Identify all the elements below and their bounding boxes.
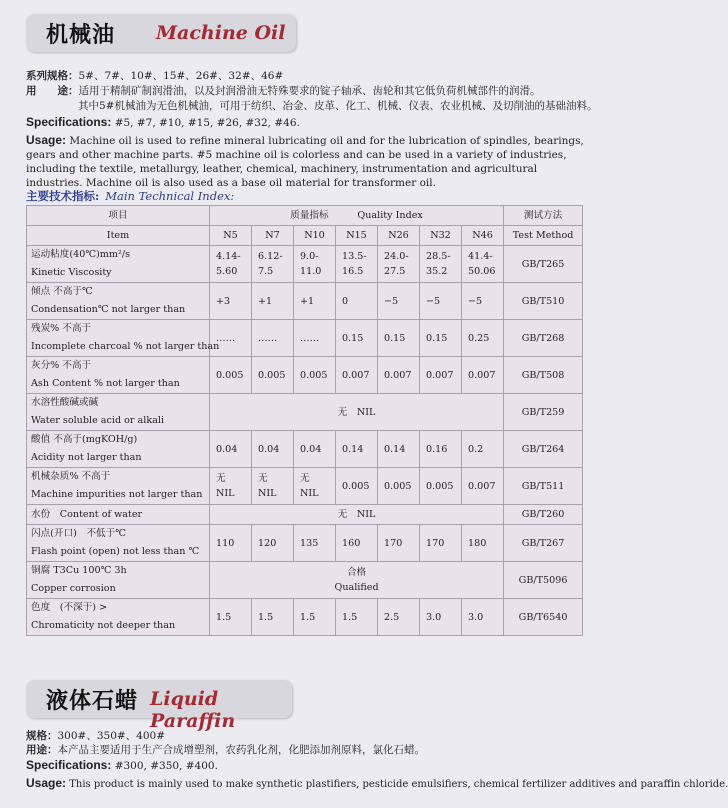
liquid-paraffin-spec: Specifications: #300, #350, #400. <box>26 758 218 772</box>
row-value: 28.5- 35.2 <box>420 246 462 283</box>
header-grade: N5 <box>210 226 252 246</box>
row-value-merged: 无 NIL <box>210 394 504 431</box>
liquid-paraffin-title-bar <box>26 680 292 732</box>
row-value: −5 <box>378 283 420 320</box>
row-value: 24.0- 27.5 <box>378 246 420 283</box>
row-value: 4.14- 5.60 <box>210 246 252 283</box>
row-value: −5 <box>462 283 504 320</box>
machine-oil-usage: Usage: Machine oil is used to refine mineral lubricating oil and for the lubrication of spindles, bearings, gears and other machine parts. #5 machine oil is colorless and can be used in a variety of industries, including the textile, metallurgy, leather, chemical, machinery, instrumentation and agricultural industries. Machine oil is also used as a base oil material for transformer oil. <box>26 133 584 189</box>
row-value: …… <box>294 320 336 357</box>
machine-oil-use-2: 其中5#机械油为无色机械油，可用于纺织、冶金、皮革、化工、机械、仪表、农业机械、及切削油的基础油料。 <box>78 100 598 112</box>
header-item-en: Item <box>27 226 210 246</box>
row-value: 0.007 <box>378 357 420 394</box>
row-value: −5 <box>420 283 462 320</box>
row-item-label: 倾点 不高于℃ Condensation℃ not larger than <box>27 283 210 320</box>
row-value: 135 <box>294 525 336 562</box>
row-value: 0.005 <box>252 357 294 394</box>
row-value: 0.15 <box>378 320 420 357</box>
row-item-label: 闪点(开口) 不低于℃ Flash point (open) not less than ℃ <box>27 525 210 562</box>
technical-index-table <box>26 205 583 636</box>
row-value: 1.5 <box>294 599 336 636</box>
table-row <box>27 431 583 468</box>
row-value: +1 <box>252 283 294 320</box>
table-row <box>27 357 583 394</box>
row-test-method: GB/T268 <box>504 320 583 357</box>
row-value: 无 NIL <box>294 468 336 505</box>
row-value: 1.5 <box>336 599 378 636</box>
row-test-method: GB/T6540 <box>504 599 583 636</box>
table-row <box>27 525 583 562</box>
table-row <box>27 394 583 431</box>
row-test-method: GB/T265 <box>504 246 583 283</box>
row-item-label: 水份 Content of water <box>27 505 210 525</box>
header-grade: N32 <box>420 226 462 246</box>
row-value: 0.007 <box>462 468 504 505</box>
table-row <box>27 246 583 283</box>
row-value: 0.005 <box>420 468 462 505</box>
header-quality-index: 质量指标 Quality Index <box>210 206 504 226</box>
row-value: 无 NIL <box>210 468 252 505</box>
row-value: 120 <box>252 525 294 562</box>
header-method-cn: 测试方法 <box>504 206 583 226</box>
header-item-cn: 项目 <box>27 206 210 226</box>
row-value: 0.007 <box>336 357 378 394</box>
header-grade: N15 <box>336 226 378 246</box>
machine-oil-use-1: 用 途：适用于精制矿制润滑油，以及封润滑油无特殊要求的锭子轴承、齿轮和其它低负荷机械部件的润滑。 <box>26 85 541 97</box>
row-value: 0.14 <box>336 431 378 468</box>
main-technical-index-title: 主要技术指标: Main Technical Index: <box>26 189 235 203</box>
header-method-en: Test Method <box>504 226 583 246</box>
machine-oil-title-cn: 机械油 <box>46 23 116 48</box>
row-value: 0.25 <box>462 320 504 357</box>
row-test-method: GB/T508 <box>504 357 583 394</box>
row-value: 0.15 <box>336 320 378 357</box>
row-test-method: GB/T264 <box>504 431 583 468</box>
row-value: 0.14 <box>378 431 420 468</box>
header-grade: N26 <box>378 226 420 246</box>
row-value: 0.005 <box>294 357 336 394</box>
header-grade: N46 <box>462 226 504 246</box>
row-value-merged: 无 NIL <box>210 505 504 525</box>
row-value: 41.4- 50.06 <box>462 246 504 283</box>
row-value: 0.04 <box>294 431 336 468</box>
row-value: 0.005 <box>378 468 420 505</box>
row-value: 9.0- 11.0 <box>294 246 336 283</box>
row-value: 0.007 <box>462 357 504 394</box>
row-value: 1.5 <box>252 599 294 636</box>
row-value: …… <box>252 320 294 357</box>
row-value: 110 <box>210 525 252 562</box>
row-value: 170 <box>378 525 420 562</box>
row-value: 0.007 <box>420 357 462 394</box>
row-item-label: 水溶性酸碱或碱 Water soluble acid or alkali <box>27 394 210 431</box>
table-row <box>27 283 583 320</box>
row-item-label: 残炭% 不高于 Incomplete charcoal % not larger than <box>27 320 210 357</box>
row-value: 0.2 <box>462 431 504 468</box>
row-value: 0.005 <box>336 468 378 505</box>
row-value: 13.5- 16.5 <box>336 246 378 283</box>
row-item-label: 色度 (不深于) > Chromaticity not deeper than <box>27 599 210 636</box>
row-value: 170 <box>420 525 462 562</box>
row-test-method: GB/T510 <box>504 283 583 320</box>
row-value: 0.005 <box>210 357 252 394</box>
table-row <box>27 562 583 599</box>
table-row <box>27 468 583 505</box>
liquid-paraffin-usage: Usage: This product is mainly used to make synthetic plastifiers, pesticide emulsifiers, chemical fertilizer additives and paraffin chloride. <box>26 776 728 790</box>
row-value: 3.0 <box>462 599 504 636</box>
row-item-label: 酸值 不高于(mgKOH/g) Acidity not larger than <box>27 431 210 468</box>
row-value: 0.16 <box>420 431 462 468</box>
row-item-label: 机械杂质% 不高于 Machine impurities not larger than <box>27 468 210 505</box>
row-test-method: GB/T260 <box>504 505 583 525</box>
header-grade: N7 <box>252 226 294 246</box>
row-value: …… <box>210 320 252 357</box>
liquid-paraffin-use: 用途：本产品主要适用于生产合成增塑剂，农药乳化剂，化肥添加剂原料，氯化石蜡。 <box>26 744 425 756</box>
liquid-paraffin-title-cn: 液体石蜡 <box>46 689 139 714</box>
row-item-label: 铜腐 T3Cu 100℃ 3h Copper corrosion <box>27 562 210 599</box>
liquid-paraffin-grades: 规格：300#、350#、400# <box>26 730 166 742</box>
row-value: 1.5 <box>210 599 252 636</box>
row-value: 无 NIL <box>252 468 294 505</box>
row-value: 0.15 <box>420 320 462 357</box>
machine-oil-title-bar <box>26 14 296 52</box>
table-row <box>27 505 583 525</box>
machine-oil-title-en: Machine Oil <box>156 22 286 44</box>
table-row <box>27 320 583 357</box>
row-value: 0 <box>336 283 378 320</box>
machine-oil-grades: 系列规格：5#、7#、10#、15#、26#、32#、46# <box>26 70 284 82</box>
row-value: 0.04 <box>252 431 294 468</box>
row-value: +1 <box>294 283 336 320</box>
row-value: 3.0 <box>420 599 462 636</box>
header-grade: N10 <box>294 226 336 246</box>
machine-oil-spec: Specifications: #5, #7, #10, #15, #26, #32, #46. <box>26 115 300 129</box>
table-row <box>27 599 583 636</box>
row-value: +3 <box>210 283 252 320</box>
row-item-label: 灰分% 不高于 Ash Content % not larger than <box>27 357 210 394</box>
row-value: 160 <box>336 525 378 562</box>
row-value: 2.5 <box>378 599 420 636</box>
row-value: 6.12- 7.5 <box>252 246 294 283</box>
row-test-method: GB/T259 <box>504 394 583 431</box>
row-item-label: 运动粘度(40℃)mm²/s Kinetic Viscosity <box>27 246 210 283</box>
row-value: 180 <box>462 525 504 562</box>
row-value-merged: 合格 Qualified <box>210 562 504 599</box>
row-test-method: GB/T511 <box>504 468 583 505</box>
liquid-paraffin-title-en: Liquid Paraffin <box>150 688 236 732</box>
row-test-method: GB/T5096 <box>504 562 583 599</box>
row-value: 0.04 <box>210 431 252 468</box>
row-test-method: GB/T267 <box>504 525 583 562</box>
